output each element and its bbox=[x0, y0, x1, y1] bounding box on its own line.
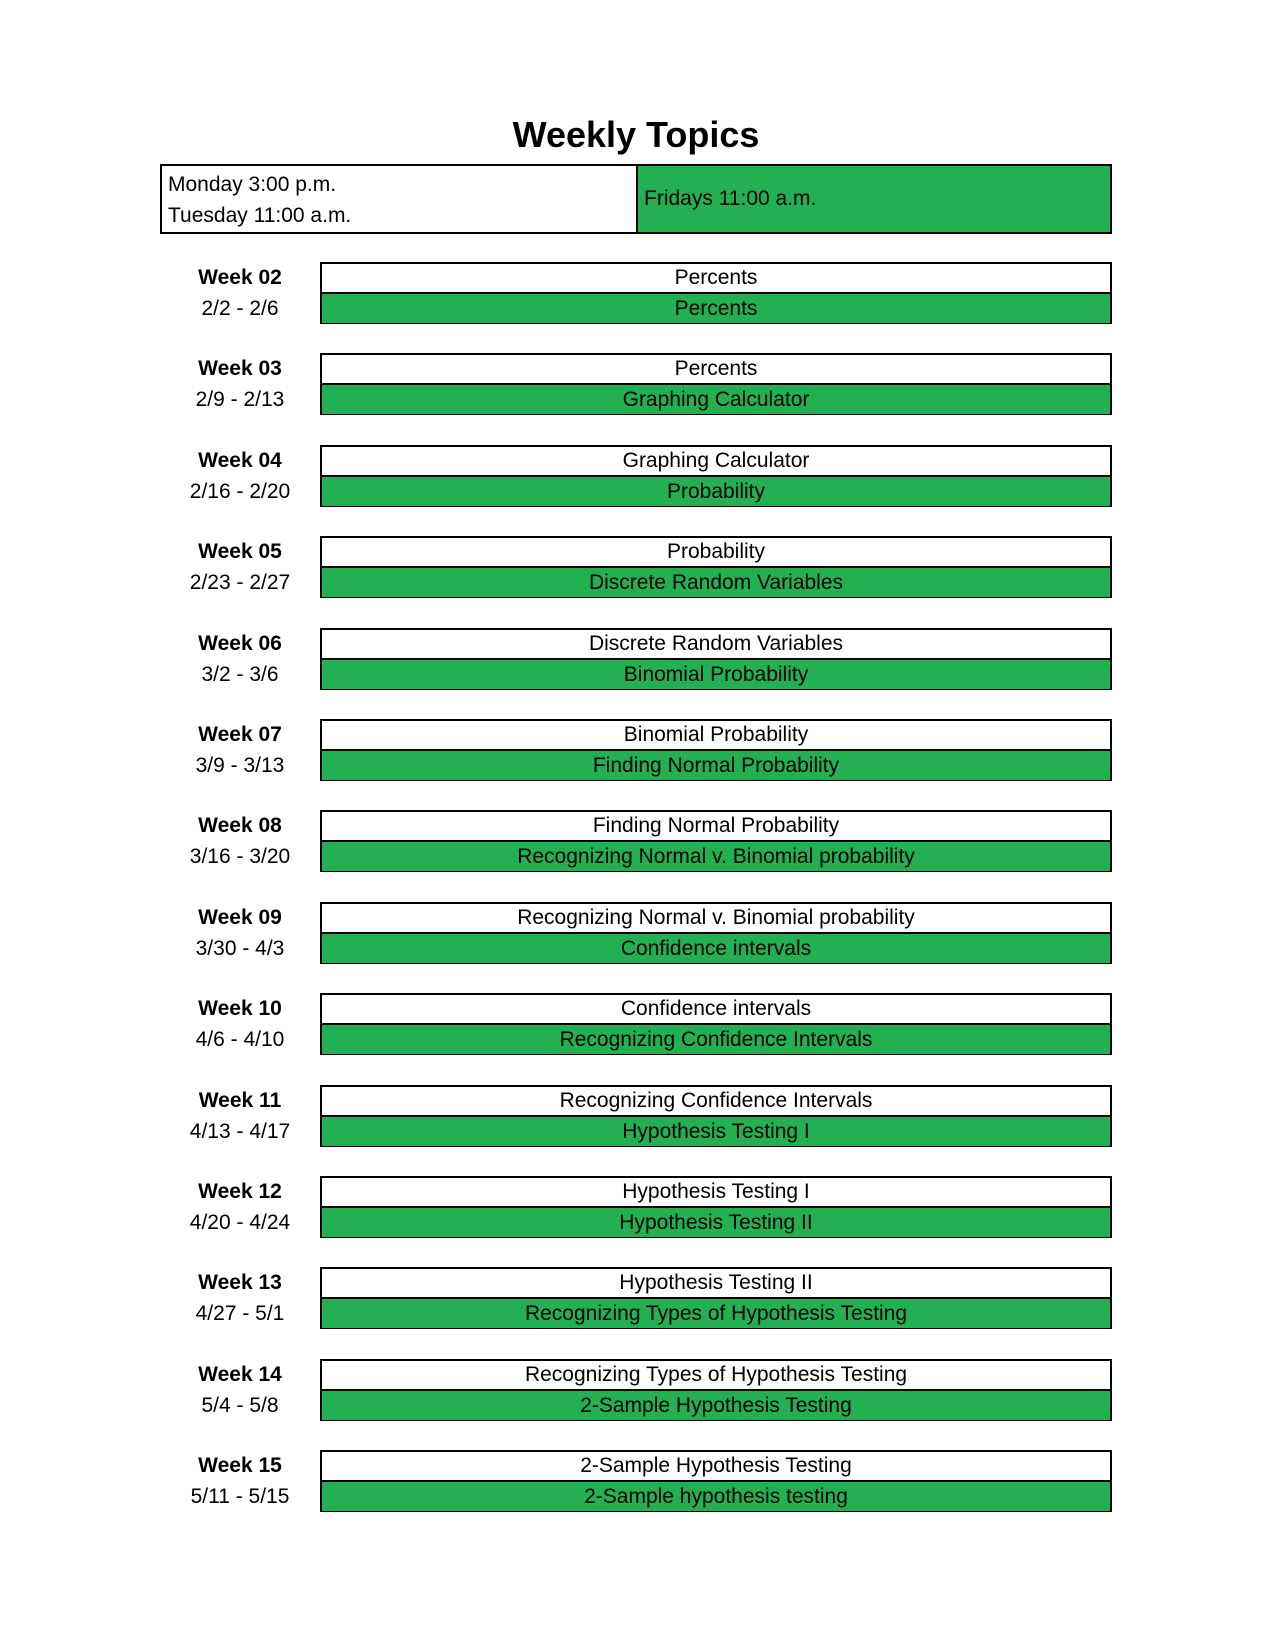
mon-tue-topic: Hypothesis Testing I bbox=[322, 1178, 1110, 1208]
week-dates: 5/11 - 5/15 bbox=[190, 1485, 290, 1508]
mon-tue-topic: 2-Sample Hypothesis Testing bbox=[322, 1452, 1110, 1482]
mon-tue-topic: Percents bbox=[322, 355, 1110, 385]
mon-tue-topic: Discrete Random Variables bbox=[322, 630, 1110, 660]
friday-schedule-label: Fridays 11:00 a.m. bbox=[644, 187, 817, 210]
topic-box bbox=[320, 1267, 1112, 1329]
friday-topic: Graphing Calculator bbox=[322, 385, 1110, 414]
week-row bbox=[160, 902, 1112, 964]
topic-box bbox=[320, 353, 1112, 415]
mon-tue-topic: Hypothesis Testing II bbox=[322, 1269, 1110, 1299]
week-label: Week 12 bbox=[198, 1180, 282, 1203]
friday-topic: Recognizing Types of Hypothesis Testing bbox=[322, 1299, 1110, 1328]
week-label: Week 05 bbox=[198, 540, 282, 563]
topic-box bbox=[320, 445, 1112, 507]
week-label: Week 14 bbox=[198, 1363, 282, 1386]
week-row bbox=[160, 1085, 1112, 1147]
week-dates: 4/27 - 5/1 bbox=[195, 1302, 285, 1325]
mon-tue-topic: Confidence intervals bbox=[322, 995, 1110, 1025]
friday-topic: Confidence intervals bbox=[322, 934, 1110, 963]
friday-schedule bbox=[638, 166, 1110, 232]
week-row bbox=[160, 628, 1112, 690]
week-row bbox=[160, 1359, 1112, 1421]
mon-tue-topic: Binomial Probability bbox=[322, 721, 1110, 751]
friday-topic: Hypothesis Testing II bbox=[322, 1208, 1110, 1237]
week-dates: 5/4 - 5/8 bbox=[201, 1394, 279, 1417]
mon-tue-topic: Recognizing Types of Hypothesis Testing bbox=[322, 1361, 1110, 1391]
mon-tue-schedule bbox=[162, 166, 638, 232]
week-label: Week 07 bbox=[198, 723, 282, 746]
topic-box bbox=[320, 810, 1112, 872]
friday-topic: 2-Sample Hypothesis Testing bbox=[322, 1391, 1110, 1420]
friday-topic: Discrete Random Variables bbox=[322, 568, 1110, 597]
week-dates: 3/30 - 4/3 bbox=[195, 937, 285, 960]
topic-box bbox=[320, 719, 1112, 781]
week-dates: 3/2 - 3/6 bbox=[201, 663, 279, 686]
mon-tue-line2: Tuesday 11:00 a.m. bbox=[168, 204, 352, 227]
week-row bbox=[160, 1267, 1112, 1329]
week-row bbox=[160, 445, 1112, 507]
week-label: Week 15 bbox=[198, 1454, 282, 1477]
topic-box bbox=[320, 628, 1112, 690]
mon-tue-topic: Recognizing Normal v. Binomial probability bbox=[322, 904, 1110, 934]
week-row bbox=[160, 353, 1112, 415]
week-row bbox=[160, 810, 1112, 872]
friday-topic: 2-Sample hypothesis testing bbox=[322, 1482, 1110, 1511]
week-dates: 2/23 - 2/27 bbox=[189, 571, 291, 594]
topic-box bbox=[320, 1450, 1112, 1512]
week-row bbox=[160, 993, 1112, 1055]
week-dates: 4/13 - 4/17 bbox=[189, 1120, 291, 1143]
week-label: Week 09 bbox=[198, 906, 282, 929]
schedule-header bbox=[160, 164, 1112, 234]
week-label: Week 08 bbox=[198, 814, 282, 837]
mon-tue-topic: Recognizing Confidence Intervals bbox=[322, 1087, 1110, 1117]
topic-box bbox=[320, 993, 1112, 1055]
week-dates: 2/16 - 2/20 bbox=[189, 480, 291, 503]
week-label: Week 02 bbox=[198, 266, 282, 289]
mon-tue-line1: Monday 3:00 p.m. bbox=[168, 173, 337, 196]
week-label: Week 11 bbox=[198, 1089, 282, 1112]
week-label: Week 13 bbox=[198, 1271, 282, 1294]
week-label: Week 10 bbox=[198, 997, 282, 1020]
topic-box bbox=[320, 1359, 1112, 1421]
friday-topic: Recognizing Normal v. Binomial probability bbox=[322, 842, 1110, 871]
topic-box bbox=[320, 902, 1112, 964]
week-row bbox=[160, 536, 1112, 598]
friday-topic: Probability bbox=[322, 477, 1110, 506]
week-label: Week 04 bbox=[198, 449, 282, 472]
mon-tue-topic: Graphing Calculator bbox=[322, 447, 1110, 477]
week-dates: 2/2 - 2/6 bbox=[201, 297, 279, 320]
week-dates: 4/20 - 4/24 bbox=[189, 1211, 291, 1234]
topic-box bbox=[320, 1085, 1112, 1147]
page-title: Weekly Topics bbox=[512, 114, 760, 155]
week-dates: 3/16 - 3/20 bbox=[189, 845, 291, 868]
topic-box bbox=[320, 1176, 1112, 1238]
week-row bbox=[160, 719, 1112, 781]
friday-topic: Recognizing Confidence Intervals bbox=[322, 1025, 1110, 1054]
mon-tue-topic: Finding Normal Probability bbox=[322, 812, 1110, 842]
week-dates: 4/6 - 4/10 bbox=[195, 1028, 285, 1051]
week-dates: 2/9 - 2/13 bbox=[195, 388, 285, 411]
friday-topic: Percents bbox=[322, 294, 1110, 323]
friday-topic: Binomial Probability bbox=[322, 660, 1110, 689]
week-row bbox=[160, 1450, 1112, 1512]
mon-tue-topic: Percents bbox=[322, 264, 1110, 294]
friday-topic: Hypothesis Testing I bbox=[322, 1117, 1110, 1146]
week-row bbox=[160, 262, 1112, 324]
week-label: Week 06 bbox=[198, 632, 282, 655]
topic-box bbox=[320, 536, 1112, 598]
topic-box bbox=[320, 262, 1112, 324]
week-label: Week 03 bbox=[198, 357, 282, 380]
week-row bbox=[160, 1176, 1112, 1238]
mon-tue-topic: Probability bbox=[322, 538, 1110, 568]
week-dates: 3/9 - 3/13 bbox=[195, 754, 285, 777]
friday-topic: Finding Normal Probability bbox=[322, 751, 1110, 780]
